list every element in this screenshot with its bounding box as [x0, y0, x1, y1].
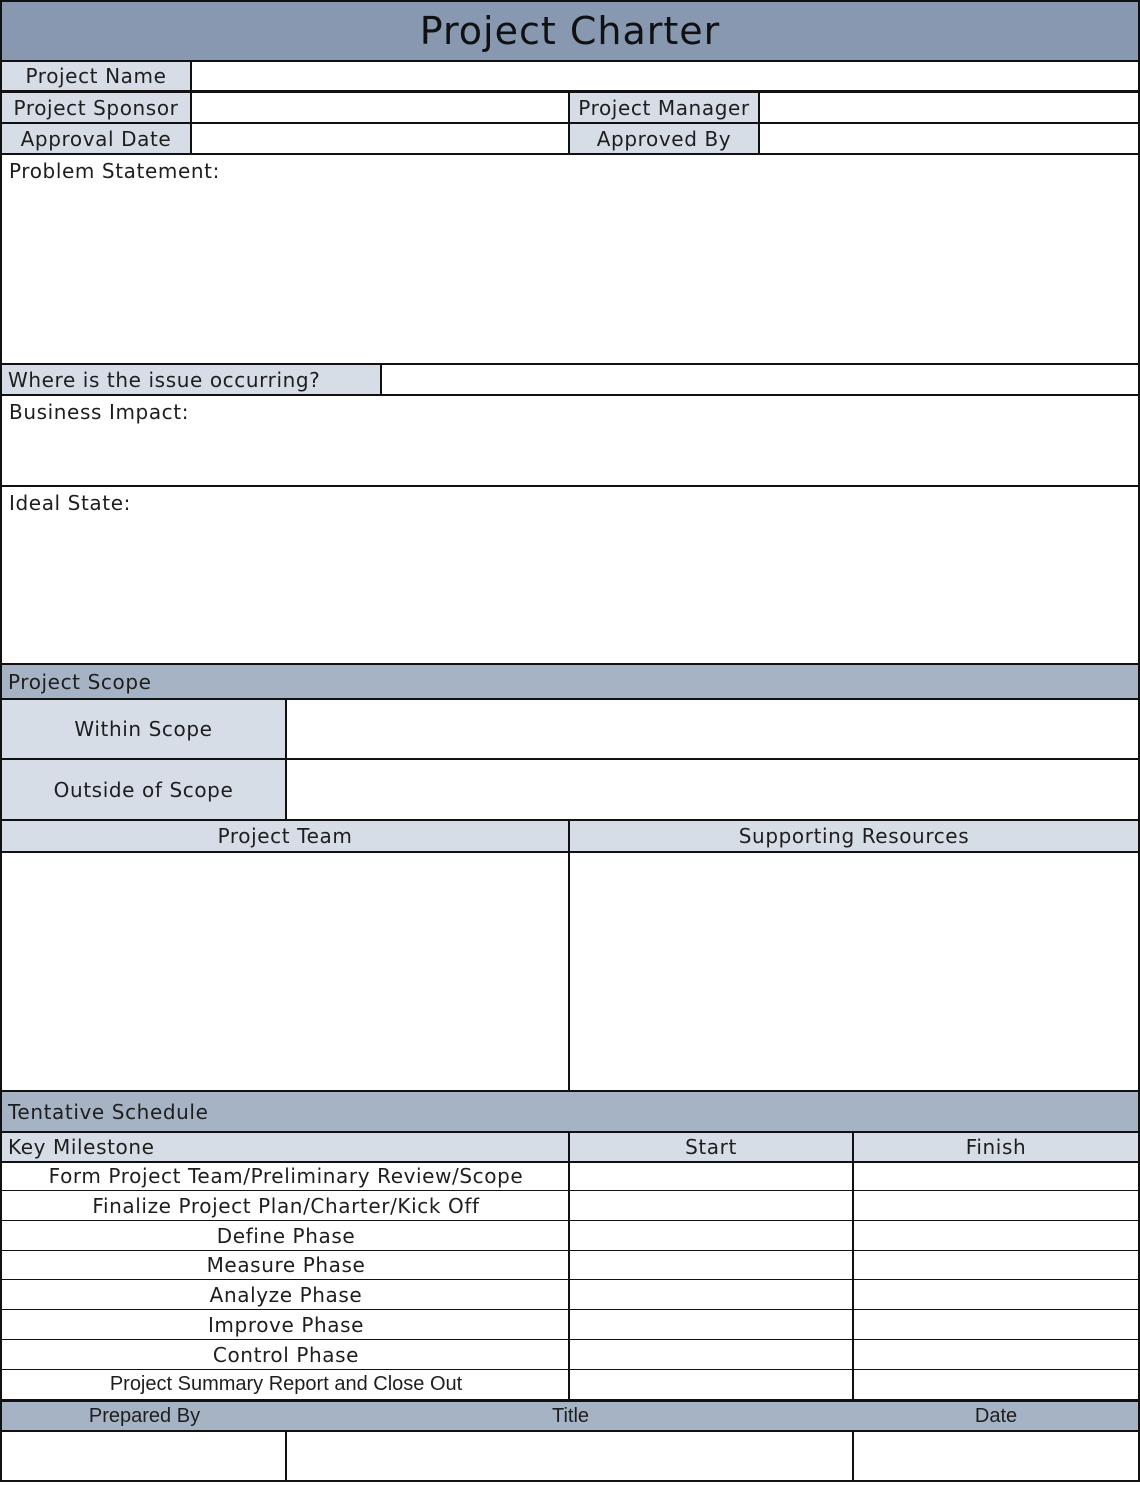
finish-header: Finish: [852, 1131, 1140, 1163]
where-issue-field[interactable]: [380, 363, 1140, 396]
project-sponsor-field[interactable]: [190, 91, 570, 124]
milestone-name: Measure Phase: [0, 1250, 570, 1280]
date-field[interactable]: [852, 1430, 1140, 1482]
supporting-resources-header: Supporting Resources: [568, 819, 1140, 853]
milestone-row: [0, 1250, 1140, 1280]
prepared-by-label: Prepared By: [88, 1404, 201, 1427]
project-team-header: Project Team: [0, 819, 570, 853]
business-impact-area[interactable]: [0, 394, 1140, 487]
approved-by-field[interactable]: [758, 122, 1140, 155]
project-name-field[interactable]: [190, 60, 1140, 92]
milestone-row: [0, 1370, 1140, 1400]
title-label: Title: [551, 1404, 590, 1427]
milestone-name: Define Phase: [0, 1221, 570, 1251]
milestone-row: [0, 1221, 1140, 1251]
business-impact-label: Business Impact:: [9, 400, 190, 424]
approved-by-label: Approved By: [568, 122, 760, 155]
milestone-start-cell[interactable]: [568, 1310, 854, 1340]
project-name-label: Project Name: [0, 60, 192, 92]
date-label: Date: [974, 1404, 1018, 1427]
prepared-by-field[interactable]: [0, 1430, 287, 1482]
milestone-row: [0, 1280, 1140, 1310]
milestone-finish-cell[interactable]: [852, 1280, 1140, 1310]
milestone-start-cell[interactable]: [568, 1221, 854, 1251]
project-scope-header: Project Scope: [0, 663, 1140, 700]
problem-statement-label: Problem Statement:: [9, 159, 220, 183]
milestone-finish-cell[interactable]: [852, 1161, 1140, 1191]
milestone-start-cell[interactable]: [568, 1370, 854, 1400]
approval-date-label: Approval Date: [0, 122, 192, 155]
tentative-schedule-header: Tentative Schedule: [0, 1090, 1140, 1133]
milestone-finish-cell[interactable]: [852, 1221, 1140, 1251]
title-field[interactable]: [285, 1430, 854, 1482]
supporting-resources-field[interactable]: [568, 851, 1140, 1092]
approval-date-field[interactable]: [190, 122, 570, 155]
outside-scope-field[interactable]: [285, 758, 1140, 821]
milestone-finish-cell[interactable]: [852, 1250, 1140, 1280]
milestone-start-cell[interactable]: [568, 1250, 854, 1280]
milestone-start-cell[interactable]: [568, 1280, 854, 1310]
milestone-start-cell[interactable]: [568, 1191, 854, 1221]
signature-header: [0, 1400, 1140, 1432]
key-milestone-header: Key Milestone: [0, 1131, 570, 1163]
outside-scope-label: Outside of Scope: [0, 758, 287, 821]
milestone-name: Analyze Phase: [0, 1280, 570, 1310]
project-manager-field[interactable]: [758, 91, 1140, 124]
milestone-row: [0, 1310, 1140, 1340]
where-issue-label: Where is the issue occurring?: [0, 363, 382, 396]
milestone-row: [0, 1191, 1140, 1221]
milestone-row: [0, 1340, 1140, 1370]
ideal-state-area[interactable]: [0, 485, 1140, 665]
milestone-name: Project Summary Report and Close Out: [0, 1370, 570, 1400]
project-manager-label: Project Manager: [568, 91, 760, 124]
start-header: Start: [568, 1131, 854, 1163]
milestone-name: Finalize Project Plan/Charter/Kick Off: [0, 1191, 570, 1221]
milestone-start-cell[interactable]: [568, 1161, 854, 1191]
within-scope-field[interactable]: [285, 698, 1140, 760]
ideal-state-label: Ideal State:: [9, 491, 131, 515]
milestone-name: Form Project Team/Preliminary Review/Scope: [0, 1161, 570, 1191]
milestone-finish-cell[interactable]: [852, 1340, 1140, 1370]
problem-statement-area[interactable]: [0, 153, 1140, 365]
milestone-start-cell[interactable]: [568, 1340, 854, 1370]
milestone-name: Improve Phase: [0, 1310, 570, 1340]
within-scope-label: Within Scope: [0, 698, 287, 760]
milestone-row: [0, 1161, 1140, 1191]
milestone-finish-cell[interactable]: [852, 1310, 1140, 1340]
milestone-finish-cell[interactable]: [852, 1370, 1140, 1400]
project-team-field[interactable]: [0, 851, 570, 1092]
milestone-name: Control Phase: [0, 1340, 570, 1370]
project-sponsor-label: Project Sponsor: [0, 91, 192, 124]
page-title: Project Charter: [0, 0, 1140, 62]
milestone-finish-cell[interactable]: [852, 1191, 1140, 1221]
